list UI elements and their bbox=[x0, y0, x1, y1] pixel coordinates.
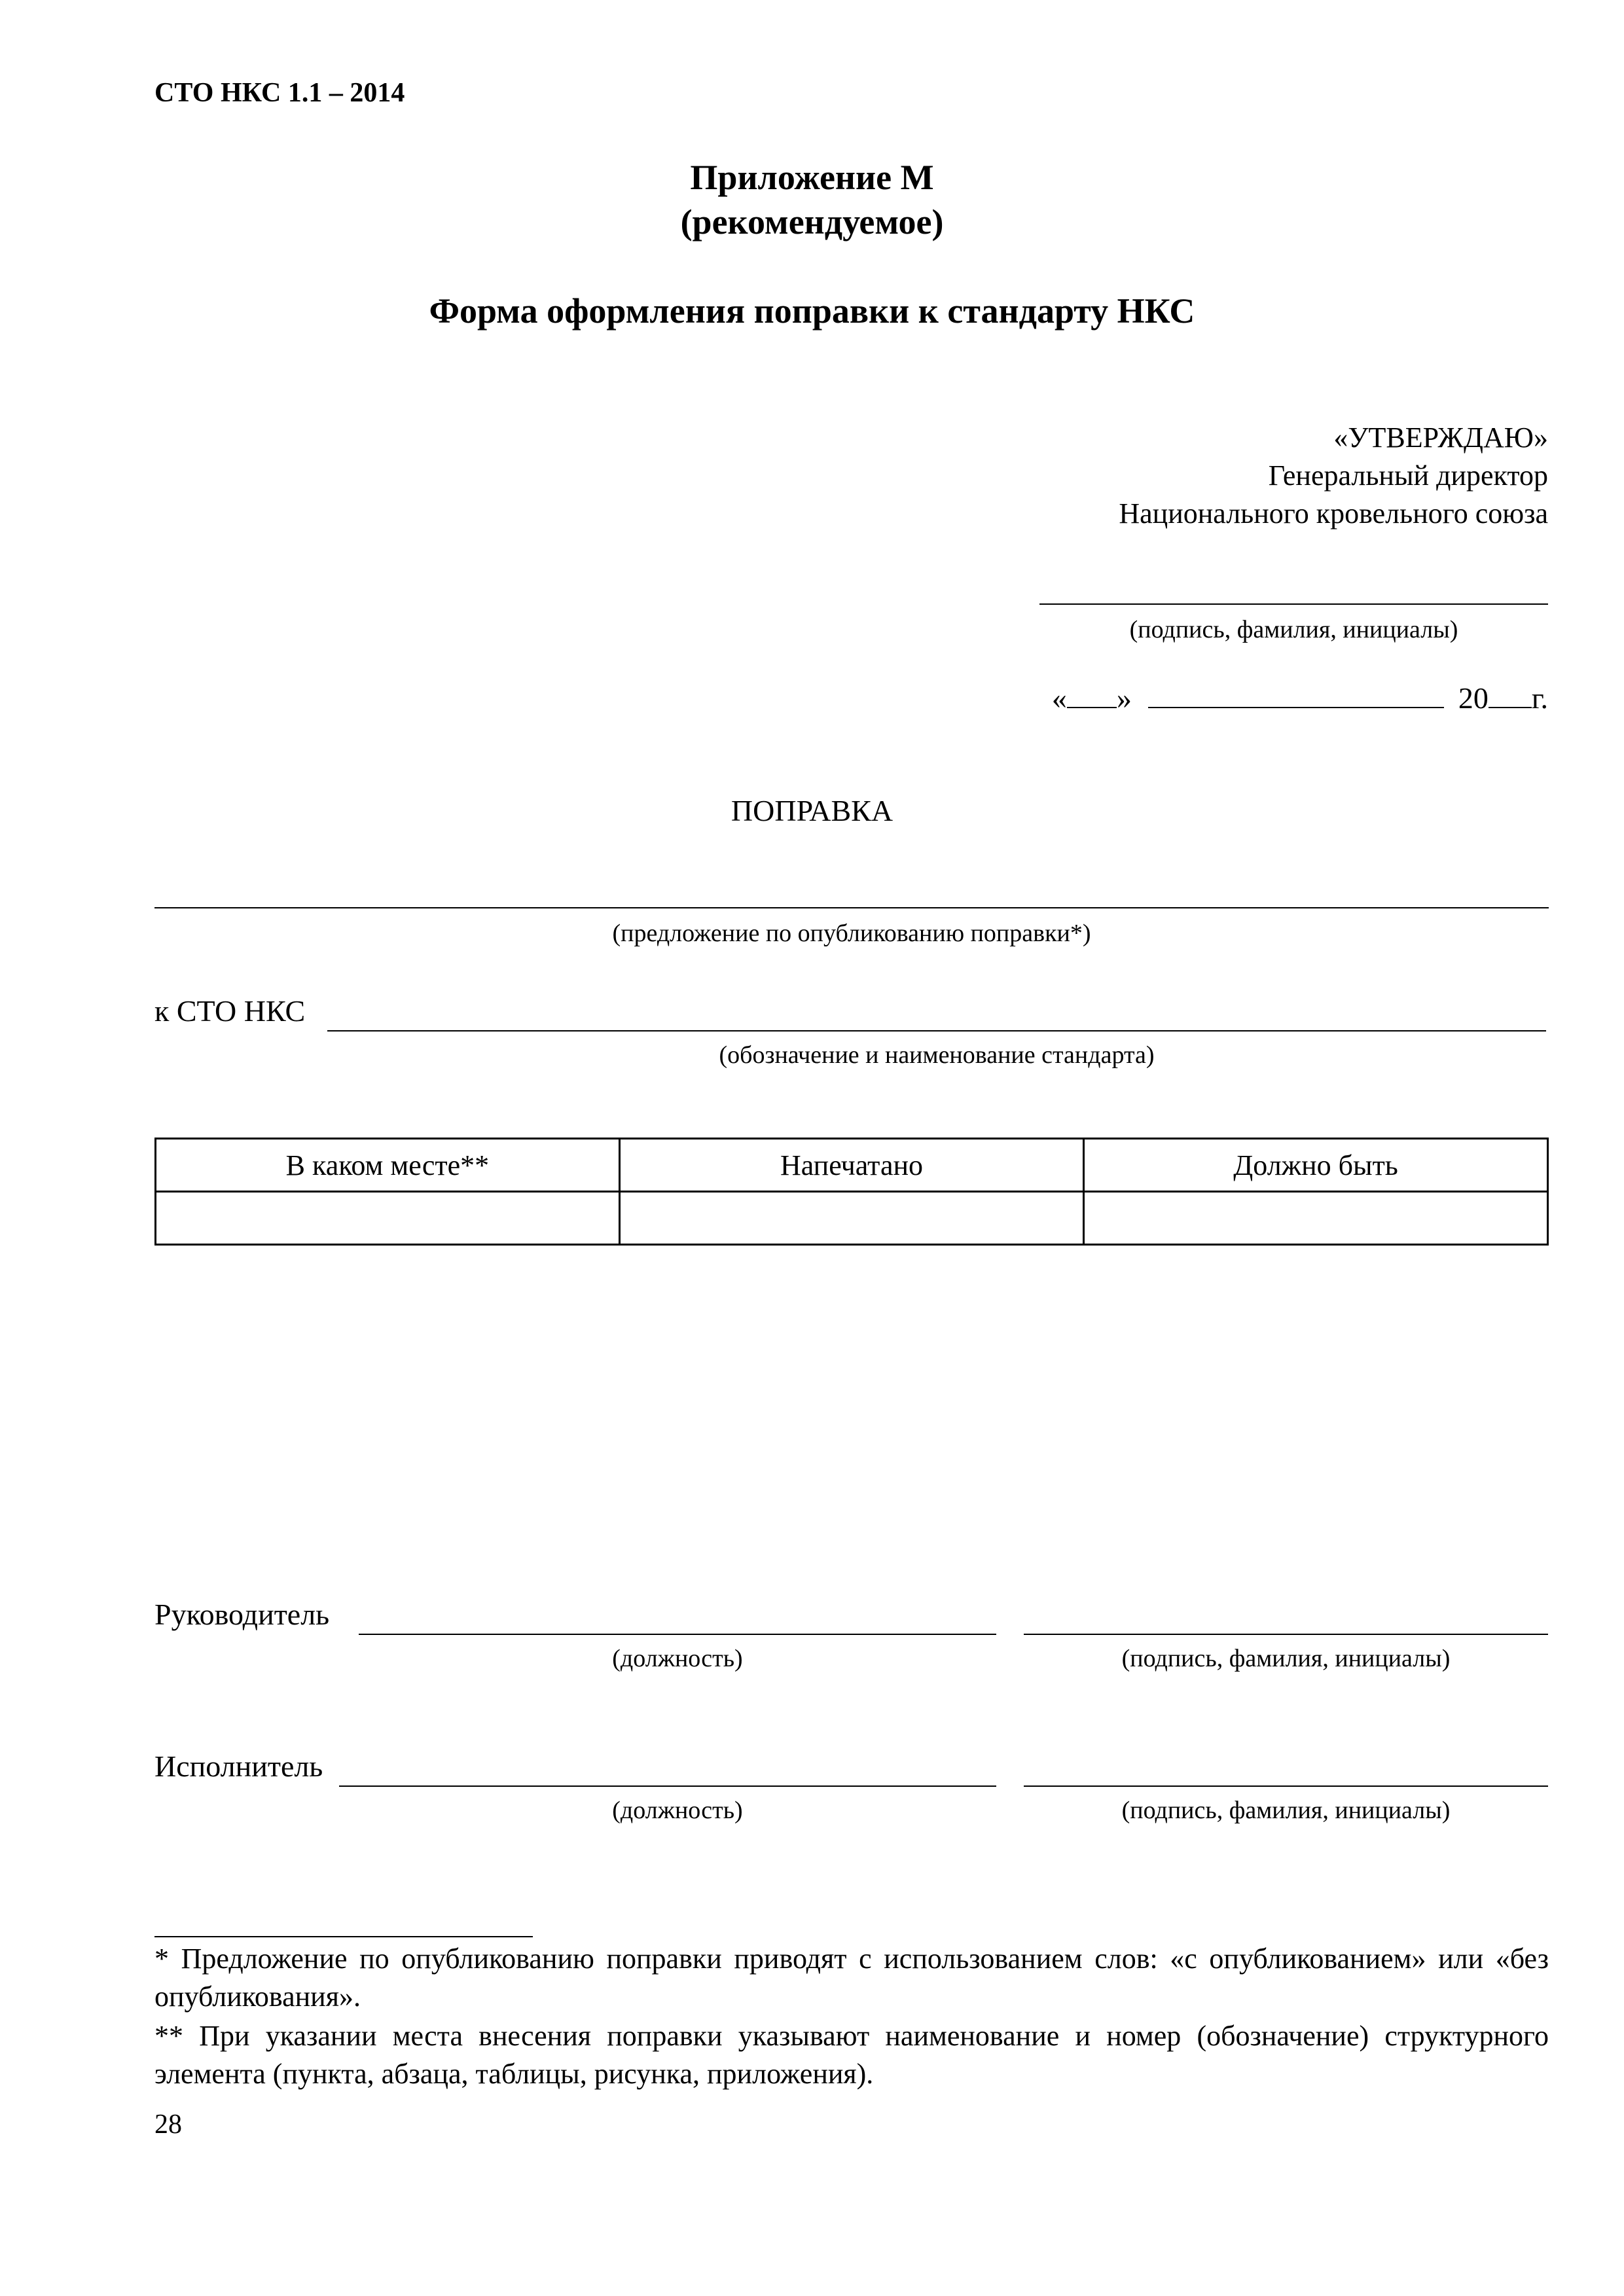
appendix-title: Приложение М bbox=[690, 158, 934, 197]
date-year-suffix: г. bbox=[1531, 681, 1548, 715]
approval-date-row bbox=[1052, 681, 1548, 715]
table-row bbox=[156, 1192, 1548, 1245]
date-year-prefix: 20 bbox=[1458, 681, 1489, 715]
cell-location[interactable] bbox=[156, 1192, 620, 1245]
manager-position-line bbox=[359, 1634, 996, 1635]
approval-signature-line bbox=[1039, 603, 1548, 605]
publication-line bbox=[154, 907, 1549, 908]
correction-table bbox=[154, 1138, 1549, 1246]
appendix-subtitle: (рекомендуемое) bbox=[680, 202, 944, 242]
page-number: 28 bbox=[154, 2109, 182, 2140]
footnote-separator bbox=[154, 1936, 533, 1937]
executor-signature-line bbox=[1024, 1785, 1548, 1787]
amendment-heading: ПОПРАВКА bbox=[731, 794, 893, 827]
cell-should-be[interactable] bbox=[1084, 1192, 1548, 1245]
cell-printed[interactable] bbox=[619, 1192, 1083, 1245]
manager-signature-line bbox=[1024, 1634, 1548, 1635]
table-header-row bbox=[156, 1139, 1548, 1192]
header-should-be: Должно быть bbox=[1084, 1139, 1548, 1192]
executor-signature-caption: (подпись, фамилия, инициалы) bbox=[1121, 1797, 1451, 1824]
footnote-2: ** При указании места внесения поправки указывают наименование и номер (обозначение) структурного элемента (пункта, абзаца, таблицы, рисунка, приложения). bbox=[154, 2020, 1549, 2090]
approval-heading: «УТВЕРЖДАЮ» bbox=[1333, 422, 1548, 454]
manager-signature-caption: (подпись, фамилия, инициалы) bbox=[1121, 1645, 1451, 1672]
manager-label: Руководитель bbox=[154, 1598, 330, 1631]
date-year-blank bbox=[1489, 706, 1532, 708]
approval-organization: Национального кровельного союза bbox=[1119, 497, 1548, 529]
standard-prefix: к СТО НКС bbox=[154, 994, 306, 1028]
executor-position-line bbox=[339, 1785, 996, 1787]
standard-line bbox=[327, 1030, 1546, 1031]
approval-position: Генеральный директор bbox=[1268, 459, 1548, 492]
document-code: СТО НКС 1.1 – 2014 bbox=[154, 78, 405, 108]
publication-caption: (предложение по опубликованию поправки*) bbox=[612, 920, 1091, 947]
approval-signature-caption: (подпись, фамилия, инициалы) bbox=[1129, 616, 1458, 643]
standard-caption: (обозначение и наименование стандарта) bbox=[719, 1041, 1155, 1069]
executor-label: Исполнитель bbox=[154, 1749, 323, 1783]
header-printed: Напечатано bbox=[619, 1139, 1083, 1192]
form-title: Форма оформления поправки к стандарту НКС bbox=[429, 291, 1195, 331]
date-day-blank bbox=[1067, 706, 1117, 708]
date-month-blank bbox=[1148, 706, 1444, 708]
date-close-quote: » bbox=[1116, 681, 1132, 715]
date-open-quote: « bbox=[1051, 681, 1067, 715]
footnote-1: * Предложение по опубликованию поправки приводят с использованием слов: «с опубликованием» или «без опубликования». bbox=[154, 1943, 1549, 2013]
executor-position-caption: (должность) bbox=[612, 1797, 743, 1824]
header-location: В каком месте** bbox=[156, 1139, 620, 1192]
manager-position-caption: (должность) bbox=[612, 1645, 743, 1672]
